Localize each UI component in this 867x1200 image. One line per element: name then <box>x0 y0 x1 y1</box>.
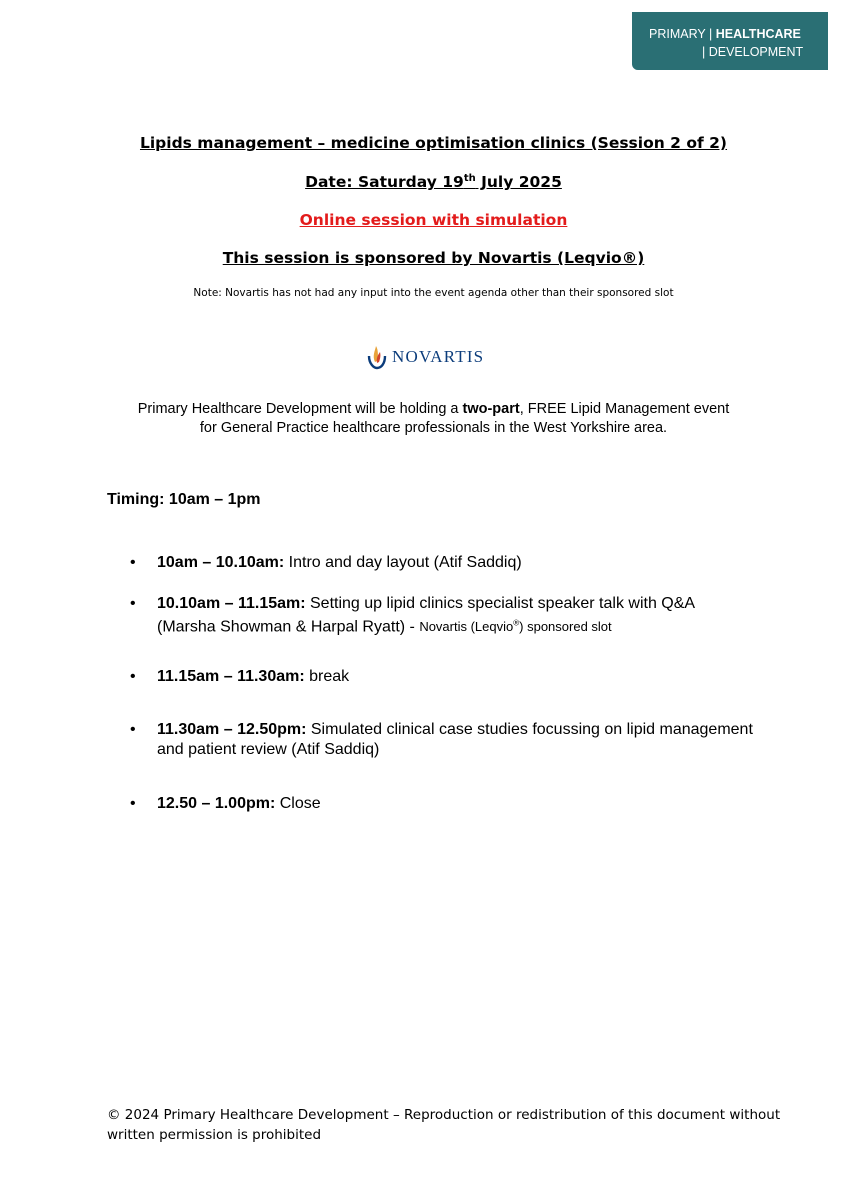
bullet: • <box>130 595 136 612</box>
bullet: • <box>130 721 136 738</box>
novartis-flame-icon <box>366 344 388 370</box>
timing-heading: Timing: 10am – 1pm <box>107 491 261 508</box>
logo-line-1: PRIMARY | HEALTHCARE <box>649 27 801 41</box>
online-session-label: Online session with simulation <box>299 211 568 229</box>
bullet: • <box>130 554 136 571</box>
agenda-time: 10am – 10.10am: <box>157 554 285 571</box>
sponsor-line: This session is sponsored by Novartis (Leqvio®) <box>222 249 645 267</box>
logo-line-2: | DEVELOPMENT <box>702 45 804 59</box>
novartis-wordmark: NOVARTIS <box>392 347 485 366</box>
agenda-text: Close <box>275 795 321 812</box>
agenda-time: 10.10am – 11.15am: <box>157 595 306 612</box>
intro-line-2: for General Practice healthcare professionals in the West Yorkshire area. <box>199 420 668 436</box>
novartis-logo <box>366 343 484 371</box>
sponsored-slot-note: Novartis (Leqvio®) sponsored slot <box>419 619 612 635</box>
copyright-footer: © 2024 Primary Healthcare Development – Reproduction or redistribution of this document without written permission is prohibited <box>107 1107 781 1143</box>
agenda-text: Setting up lipid clinics specialist speaker talk with Q&A (Marsha Showman & Harpal Ryatt) - <box>157 595 695 636</box>
agenda-text: Intro and day layout (Atif Saddiq) <box>284 554 522 571</box>
agenda-time: 11.30am – 12.50pm: <box>157 721 307 738</box>
intro-line-1: Primary Healthcare Development will be holding a two-part, FREE Lipid Management event <box>137 401 730 417</box>
bullet: • <box>130 795 136 812</box>
agenda-time: 11.15am – 11.30am: <box>157 668 305 685</box>
document-title: Lipids management – medicine optimisation clinics (Session 2 of 2) <box>139 134 728 152</box>
sponsor-note: Note: Novartis has not had any input into the event agenda other than their sponsored slot <box>193 287 674 299</box>
event-intro <box>0 400 867 438</box>
agenda-text: Simulated clinical case studies focussing on lipid management and patient review (Atif Saddiq) <box>157 721 753 758</box>
bullet: • <box>130 668 136 685</box>
phd-logo <box>632 12 828 70</box>
event-date: Date: Saturday 19th July 2025 <box>305 173 562 192</box>
agenda-time: 12.50 – 1.00pm: <box>157 795 276 812</box>
agenda-text: break <box>304 668 350 685</box>
